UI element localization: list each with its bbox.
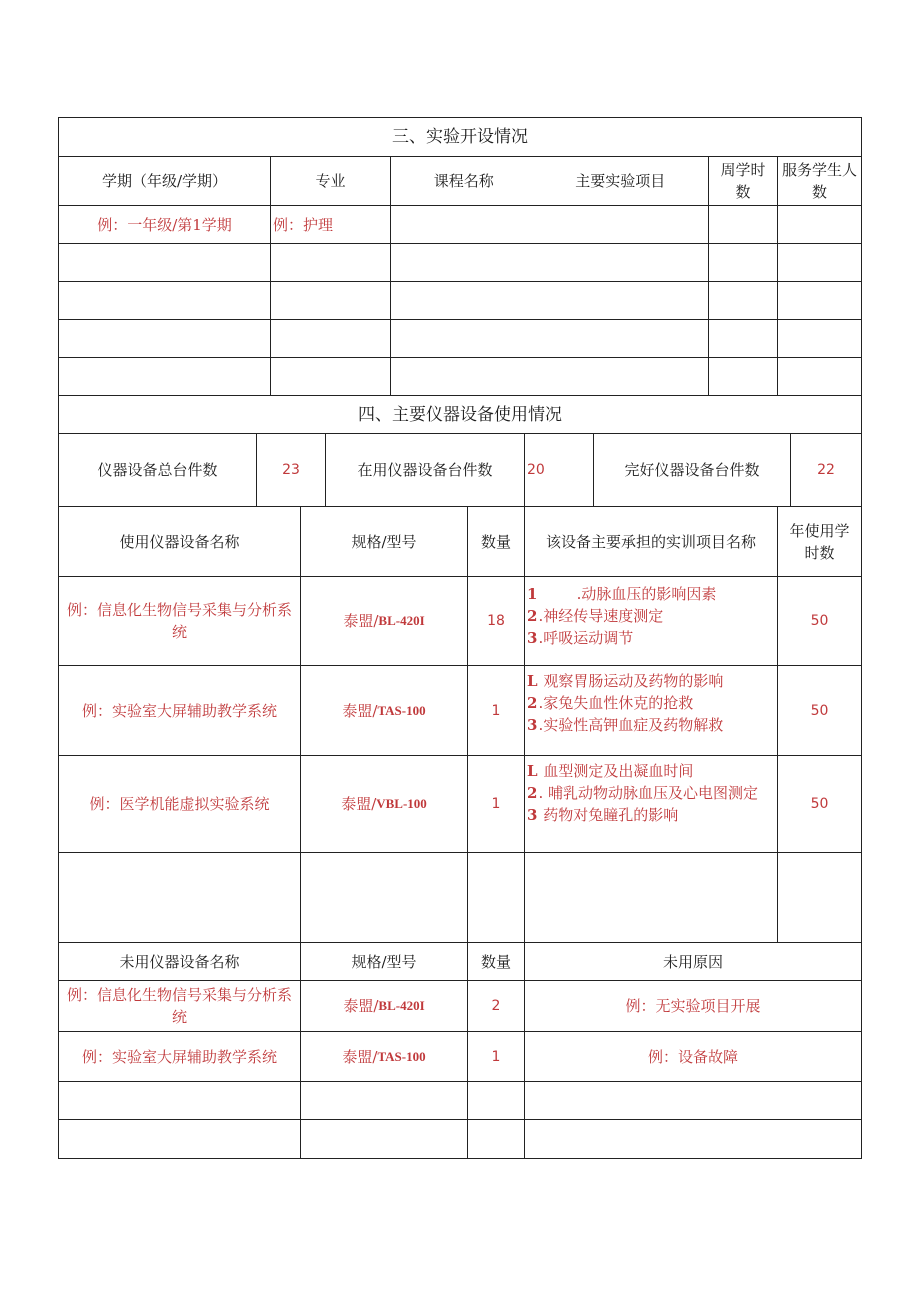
good-value: 22: [817, 462, 835, 478]
section4-title-row: [59, 396, 861, 434]
example-weekly-hours: [709, 206, 778, 243]
header-course-project: [391, 157, 709, 205]
header-used-projects: 该设备主要承担的实训项目名称: [525, 507, 778, 576]
header-unused-qty: 数量: [468, 943, 525, 980]
used-qty: 1: [468, 756, 525, 852]
header-weekly-hours: 周学时数: [709, 157, 778, 205]
header-major: 专业: [271, 157, 391, 205]
project-item: 3.实验性高钾血症及药物解救: [527, 716, 724, 734]
unused-name: 例：实验室大屏辅助教学系统: [59, 1032, 301, 1081]
project-item: 2.家兔失血性休克的抢救: [527, 694, 694, 712]
used-model: 泰盟/ TAS-100: [301, 666, 468, 755]
section3-empty-row: [59, 244, 861, 282]
header-used-qty: 数量: [468, 507, 525, 576]
example-semester: 例：一年级/第1学期: [59, 206, 271, 243]
header-unused-reason: 未用原因: [662, 952, 723, 971]
header-unused-name: 未用仪器设备名称: [59, 943, 301, 980]
unused-equipment-row: [59, 1032, 861, 1082]
used-projects: [525, 666, 778, 755]
unused-reason: 例：设备故障: [647, 1047, 738, 1066]
used-name: 例：信息化生物信号采集与分析系统: [59, 577, 301, 665]
used-equipment-row: [59, 577, 861, 666]
project-item: 2. 哺乳动物动脉血压及心电图测定: [527, 784, 758, 802]
project-item: 3.呼吸运动调节: [527, 629, 634, 647]
header-semester: 学期（年级/学期）: [59, 157, 271, 205]
unused-equipment-row: [59, 981, 861, 1032]
used-equipment-empty-row: [59, 853, 861, 943]
inuse-label: 在用仪器设备台件数: [326, 434, 525, 506]
used-qty: 18: [468, 577, 525, 665]
unused-qty: 2: [468, 981, 525, 1031]
section3-header-row: [59, 157, 861, 206]
section3-title: 三、实验开设情况: [392, 127, 528, 147]
project-item: 3 药物对兔瞳孔的影响: [527, 806, 679, 824]
unused-name: 例：信息化生物信号采集与分析系统: [59, 981, 301, 1031]
section3-empty-row: [59, 282, 861, 320]
used-hours: 50: [810, 613, 829, 629]
section3-empty-row: [59, 320, 861, 358]
unused-model: 泰盟/ TAS-100: [301, 1032, 468, 1081]
section3-title-row: [59, 118, 861, 157]
unused-reason: 例：无实验项目开展: [625, 997, 761, 1015]
used-equipment-row: [59, 666, 861, 756]
used-projects: [525, 577, 778, 665]
example-students: [778, 206, 861, 243]
example-major: 例：护理: [271, 206, 391, 243]
header-unused-model: 规格/型号: [301, 943, 468, 980]
used-model: 泰盟/ VBL-100: [301, 756, 468, 852]
used-model: 泰盟/ BL-420I: [301, 577, 468, 665]
unused-qty: 1: [468, 1032, 525, 1081]
used-name: 例：实验室大屏辅助教学系统: [59, 666, 301, 755]
header-students: 服务学生人数: [782, 161, 858, 201]
unused-model: 泰盟/ BL-420I: [301, 981, 468, 1031]
used-hours: 50: [810, 702, 829, 719]
equipment-summary-row: [59, 434, 861, 507]
used-name: 例：医学机能虚拟实验系统: [59, 756, 301, 852]
example-course-project: [391, 206, 709, 243]
section3-example-row: [59, 206, 861, 244]
unused-equipment-empty-row: [59, 1082, 861, 1120]
unused-equipment-header-row: [59, 943, 861, 981]
total-label: 仪器设备总台件数: [59, 434, 257, 506]
good-label: 完好仪器设备台件数: [594, 434, 791, 506]
used-equipment-header-row: [59, 507, 861, 577]
project-item: L 观察胃肠运动及药物的影响: [527, 672, 724, 690]
header-course: 课程名称: [433, 172, 494, 190]
header-used-hours: 年使用学时数: [789, 521, 850, 562]
header-project: 主要实验项目: [575, 172, 666, 190]
project-item: L 血型测定及出凝血时间: [527, 762, 694, 780]
header-used-name: 使用仪器设备名称: [59, 507, 301, 576]
used-qty: 1: [468, 666, 525, 755]
used-equipment-row: [59, 756, 861, 853]
total-value: 23: [257, 434, 326, 506]
unused-equipment-empty-row: [59, 1120, 861, 1158]
header-used-model: 规格/型号: [301, 507, 468, 576]
inuse-value: 20: [525, 434, 594, 506]
project-item: 1 .动脉血压的影响因素: [527, 585, 717, 603]
section4-title: 四、主要仪器设备使用情况: [358, 404, 562, 425]
section3-empty-row: [59, 358, 861, 396]
project-item: 2.神经传导速度测定: [527, 607, 664, 625]
report-table: [58, 117, 862, 1159]
used-projects: [525, 756, 778, 852]
used-hours: 50: [810, 796, 829, 812]
